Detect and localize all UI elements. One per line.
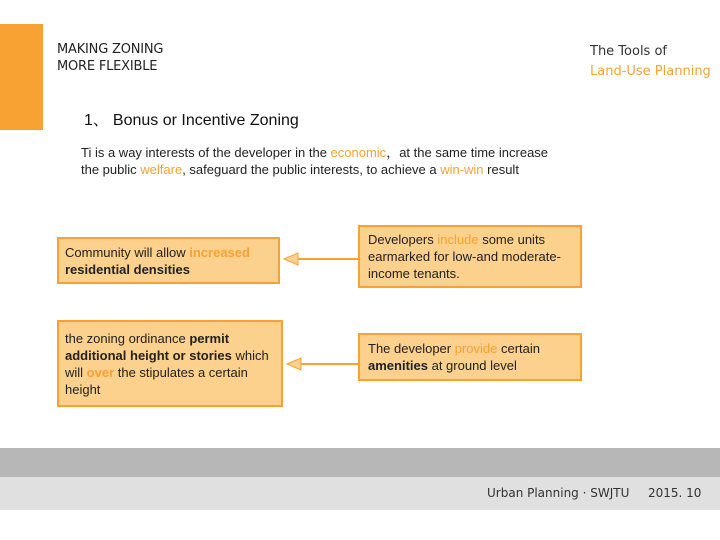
desc-highlight-welfare: welfare xyxy=(140,162,183,177)
box-text: certain xyxy=(497,341,541,356)
box-text: at ground level xyxy=(427,358,517,373)
box-highlight: over xyxy=(86,364,115,380)
desc-highlight-winwin: win-win xyxy=(440,162,484,177)
zoning-height-box xyxy=(57,320,283,407)
brand-title xyxy=(590,42,711,82)
desc-text: , safeguard the public interests, to achieve a xyxy=(182,162,441,177)
developer-units-box xyxy=(358,225,582,288)
section-title: Bonus or Incentive Zoning xyxy=(112,112,299,129)
box-highlight: include xyxy=(437,232,479,247)
section-heading xyxy=(84,107,299,130)
box-bold-text: permit additional height or stories xyxy=(65,330,232,363)
box-text: The developer xyxy=(368,341,455,356)
box-highlight: provide xyxy=(454,341,498,356)
header-title-line2: MORE FLEXIBLE xyxy=(57,59,158,74)
header-title-line1: MAKING ZONING xyxy=(57,42,164,57)
box-text: Community will allow xyxy=(65,244,190,260)
box-bold-text: amenities xyxy=(368,358,428,373)
brand-line1: The Tools of xyxy=(590,44,667,59)
desc-highlight-economic: economic xyxy=(330,145,387,160)
arrow-left-icon xyxy=(285,357,360,371)
box-bold-text: residential densities xyxy=(65,261,190,277)
description-paragraph xyxy=(81,144,551,178)
developer-amenities-box xyxy=(358,333,582,381)
arrow-left-icon xyxy=(282,252,360,266)
desc-text: result xyxy=(483,162,519,177)
footer-organization: Urban Planning · SWJTU xyxy=(487,486,630,500)
slide-header-title xyxy=(57,41,163,75)
desc-text: Ti is a way interests of the developer in the xyxy=(81,145,331,160)
brand-line2: Land-Use Planning xyxy=(590,64,711,79)
desc-text: ，at the same time increase the public xyxy=(81,145,549,177)
box-text: which will xyxy=(65,347,269,380)
footer-date: 2015. 10 xyxy=(648,486,702,500)
box-text: Developers xyxy=(368,232,438,247)
community-density-box xyxy=(57,237,280,284)
section-number: 1、 xyxy=(84,112,109,129)
accent-bar xyxy=(0,24,43,130)
box-highlight: increased xyxy=(189,244,250,260)
box-text: some units earmarked for low-and moderate-income tenants. xyxy=(368,232,561,281)
box-text: the zoning ordinance xyxy=(65,330,190,346)
box-text: the stipulates a certain height xyxy=(65,364,248,397)
